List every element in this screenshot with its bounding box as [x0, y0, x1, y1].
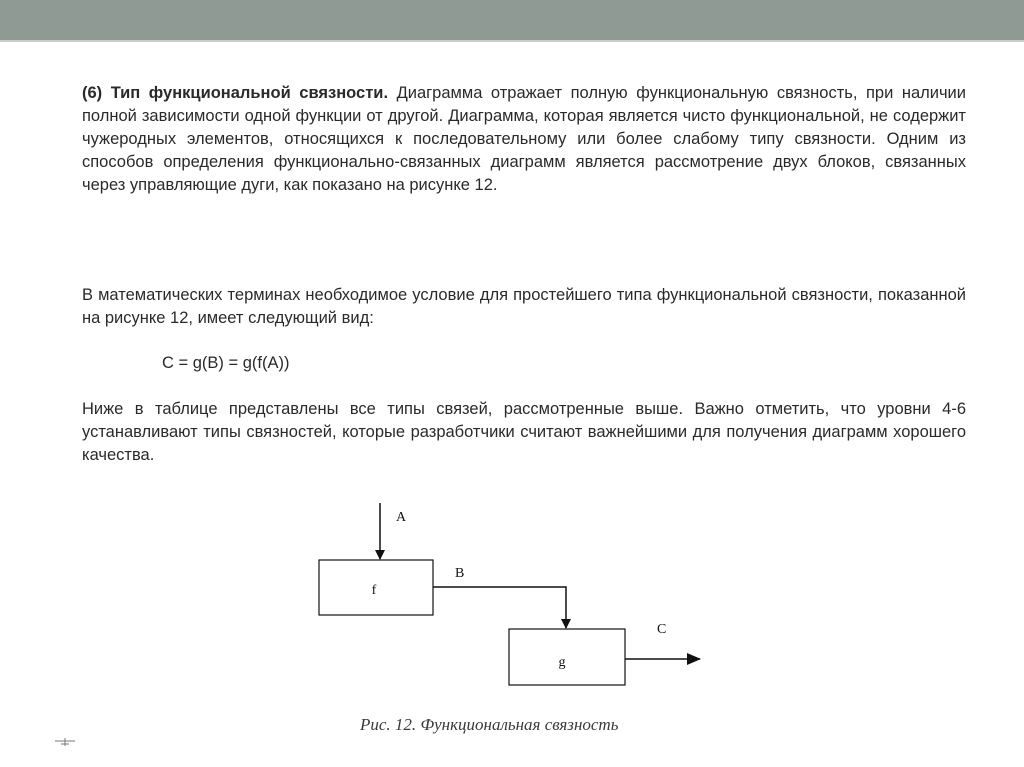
paragraph-body: Диаграмма отражает полную функциональную связность, при наличии полной зависимости одной функции от другой. Диаграмма, которая является чисто функциональной, не содержит чужеродных элементов, относящихся к последовательному или более слабому типу связности. Одним из способов определения функционально-связанных диаграмм является рассмотрение двух блоков, связанных через управляющие дуги, как показано на рисунке 12.: [82, 84, 966, 194]
figure-caption: [360, 715, 618, 735]
block-g: [509, 629, 625, 685]
label-b: B: [455, 566, 465, 581]
block-g-label: g: [558, 655, 566, 670]
paragraph-heading: (6) Тип функциональной связности.: [82, 84, 389, 102]
block-f-label: f: [371, 583, 377, 598]
paragraph-table-note: Ниже в таблице представлены все типы связей, рассмотренные выше. Важно отметить, что уровни 4-6 устанавливают типы связностей, которые разработчики считают важнейшими для получения диаграмм хорошего качества.: [82, 400, 966, 464]
paragraph-math-condition: В математических терминах необходимое условие для простейшего типа функциональной связности, показанной на рисунке 12, имеет следующий вид:: [82, 286, 966, 327]
caption-prefix: Рис. 12.: [360, 715, 417, 734]
caption-text: Функциональная связность: [420, 715, 619, 734]
arrow-b: [433, 587, 566, 628]
label-c: C: [657, 622, 667, 637]
formula: C = g(B) = g(f(A)): [162, 354, 290, 372]
label-a: A: [396, 510, 407, 525]
corner-marker-icon: [55, 738, 75, 750]
